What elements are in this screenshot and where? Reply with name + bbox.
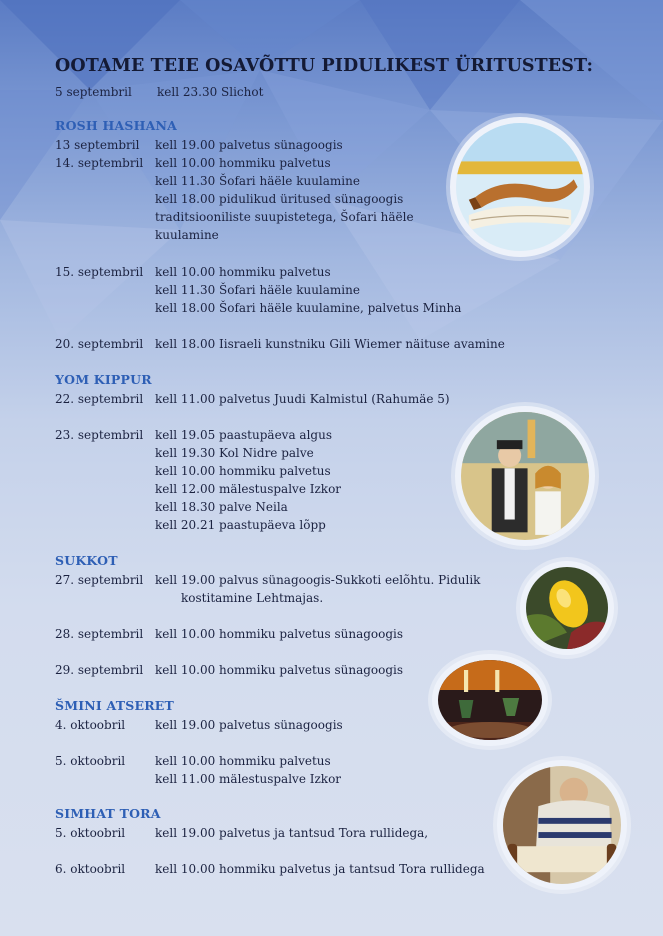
event-text: kell 18.00 pidulikud üritused sünagoogis [155,192,404,206]
event-text: kell 19.00 palvetus sünagoogis [155,718,343,732]
event-line [155,716,343,734]
event-line [155,208,414,226]
event-date: 5. oktoobril [55,754,126,768]
event-date: 5. oktoobril [55,826,126,840]
event-line [155,335,505,353]
section-heading-smini-atseret: ŠMINI ATSERET [55,698,175,713]
shofar-on-book-image [450,117,590,257]
event-date: 28. septembril [55,627,144,641]
event-text: kell 18.00 Iisraeli kunstniku Gili Wiemer näituse avamine [155,337,505,351]
intro-date: 5 septembril [55,85,132,99]
event-date: 27. septembril [55,573,144,587]
event-line [55,716,125,734]
event-text: kell 10.00 hommiku palvetus sünagoogis [155,627,404,641]
event-line [155,390,450,408]
event-text: kell 10.00 hommiku palvetus [155,156,331,170]
event-date: 14. septembril [55,156,144,170]
etrog-citron-image [520,561,614,655]
event-line [155,752,331,770]
intro-line [55,83,264,101]
page-title: OOTAME TEIE OSAVÕTTU PIDULIKEST ÜRITUSTEST: [55,56,594,76]
event-text: kell 10.00 hommiku palvetus ja tantsud Tora rullidega [155,862,485,876]
event-text: kell 20.21 paastupäeva lõpp [155,518,326,532]
section-heading-sukkot: SUKKOT [55,553,118,568]
event-text: traditsiooniliste suupistetega, Šofari häële [155,210,414,224]
event-line [155,824,428,842]
event-line [155,625,403,643]
event-text: kell 10.00 hommiku palvetus [155,265,331,279]
event-line [155,172,360,190]
event-line [155,154,331,172]
event-text: kell 10.00 hommiku palvetus [155,464,331,478]
event-line [155,281,360,299]
event-text: kell 11.30 Šofari häële kuulamine [155,174,360,188]
event-date: 15. septembril [55,265,144,279]
event-line [55,263,143,281]
event-line [55,824,125,842]
event-line [155,444,314,462]
event-date: 29. septembril [55,663,144,677]
event-text: kell 18.30 palve Neila [155,500,288,514]
intro-text: kell 23.30 Slichot [157,85,264,99]
event-text: kell 19.05 paastupäeva algus [155,428,332,442]
event-line [181,589,323,607]
event-text: kell 19.00 palvus sünagoogis-Sukkoti eelõhtu. Pidulik [155,573,481,587]
event-line [55,426,143,444]
rabbi-with-child-image [455,406,595,546]
event-text: kell 10.00 hommiku palvetus sünagoogis [155,663,404,677]
event-date: 13 septembril [55,138,140,152]
event-line [55,136,139,154]
section-heading-yom-kippur: YOM KIPPUR [55,372,152,387]
event-text: kell 19.00 palvetus sünagoogis [155,138,343,152]
event-line [155,299,461,317]
event-date: 4. oktoobril [55,718,126,732]
event-line [155,263,331,281]
event-text: kell 18.00 Šofari häële kuulamine, palvetus Minha [155,301,462,315]
event-line [55,860,125,878]
event-line [155,516,326,534]
event-line [55,571,143,589]
event-text: kell 12.00 mälestuspalve Izkor [155,482,342,496]
section-heading-rosh-hashana: ROSH HASHANA [55,118,178,133]
event-line [55,625,143,643]
event-text: kostitamine Lehtmajas. [181,591,324,605]
section-heading-simhat-tora: SIMHAT TORA [55,806,161,821]
event-text: kell 19.00 palvetus ja tantsud Tora rullidega, [155,826,429,840]
event-line [55,154,143,172]
event-text: kell 10.00 hommiku palvetus [155,754,331,768]
event-date: 22. septembril [55,392,144,406]
event-text: kell 11.00 mälestuspalve Izkor [155,772,342,786]
event-line [155,462,331,480]
event-line [155,498,288,516]
event-line [55,661,143,679]
event-line [155,426,332,444]
event-line [155,860,485,878]
event-text: kell 19.30 Kol Nidre palve [155,446,314,460]
event-line [155,190,403,208]
event-text: kell 11.30 Šofari häële kuulamine [155,283,360,297]
event-date: 6. oktoobril [55,862,126,876]
event-line [155,480,341,498]
event-text: kell 11.00 palvetus Juudi Kalmistul (Rahumäe 5) [155,392,450,406]
event-line [155,571,480,589]
event-line [155,226,219,244]
men-reading-torah-image [497,760,627,890]
event-text: kuulamine [155,228,219,242]
event-line [155,136,343,154]
event-line [55,752,125,770]
wine-and-candles-image [432,654,548,746]
event-date: 23. septembril [55,428,144,442]
event-line [155,661,403,679]
event-line [55,390,143,408]
event-date: 20. septembril [55,337,144,351]
event-line [55,335,143,353]
event-line [155,770,341,788]
